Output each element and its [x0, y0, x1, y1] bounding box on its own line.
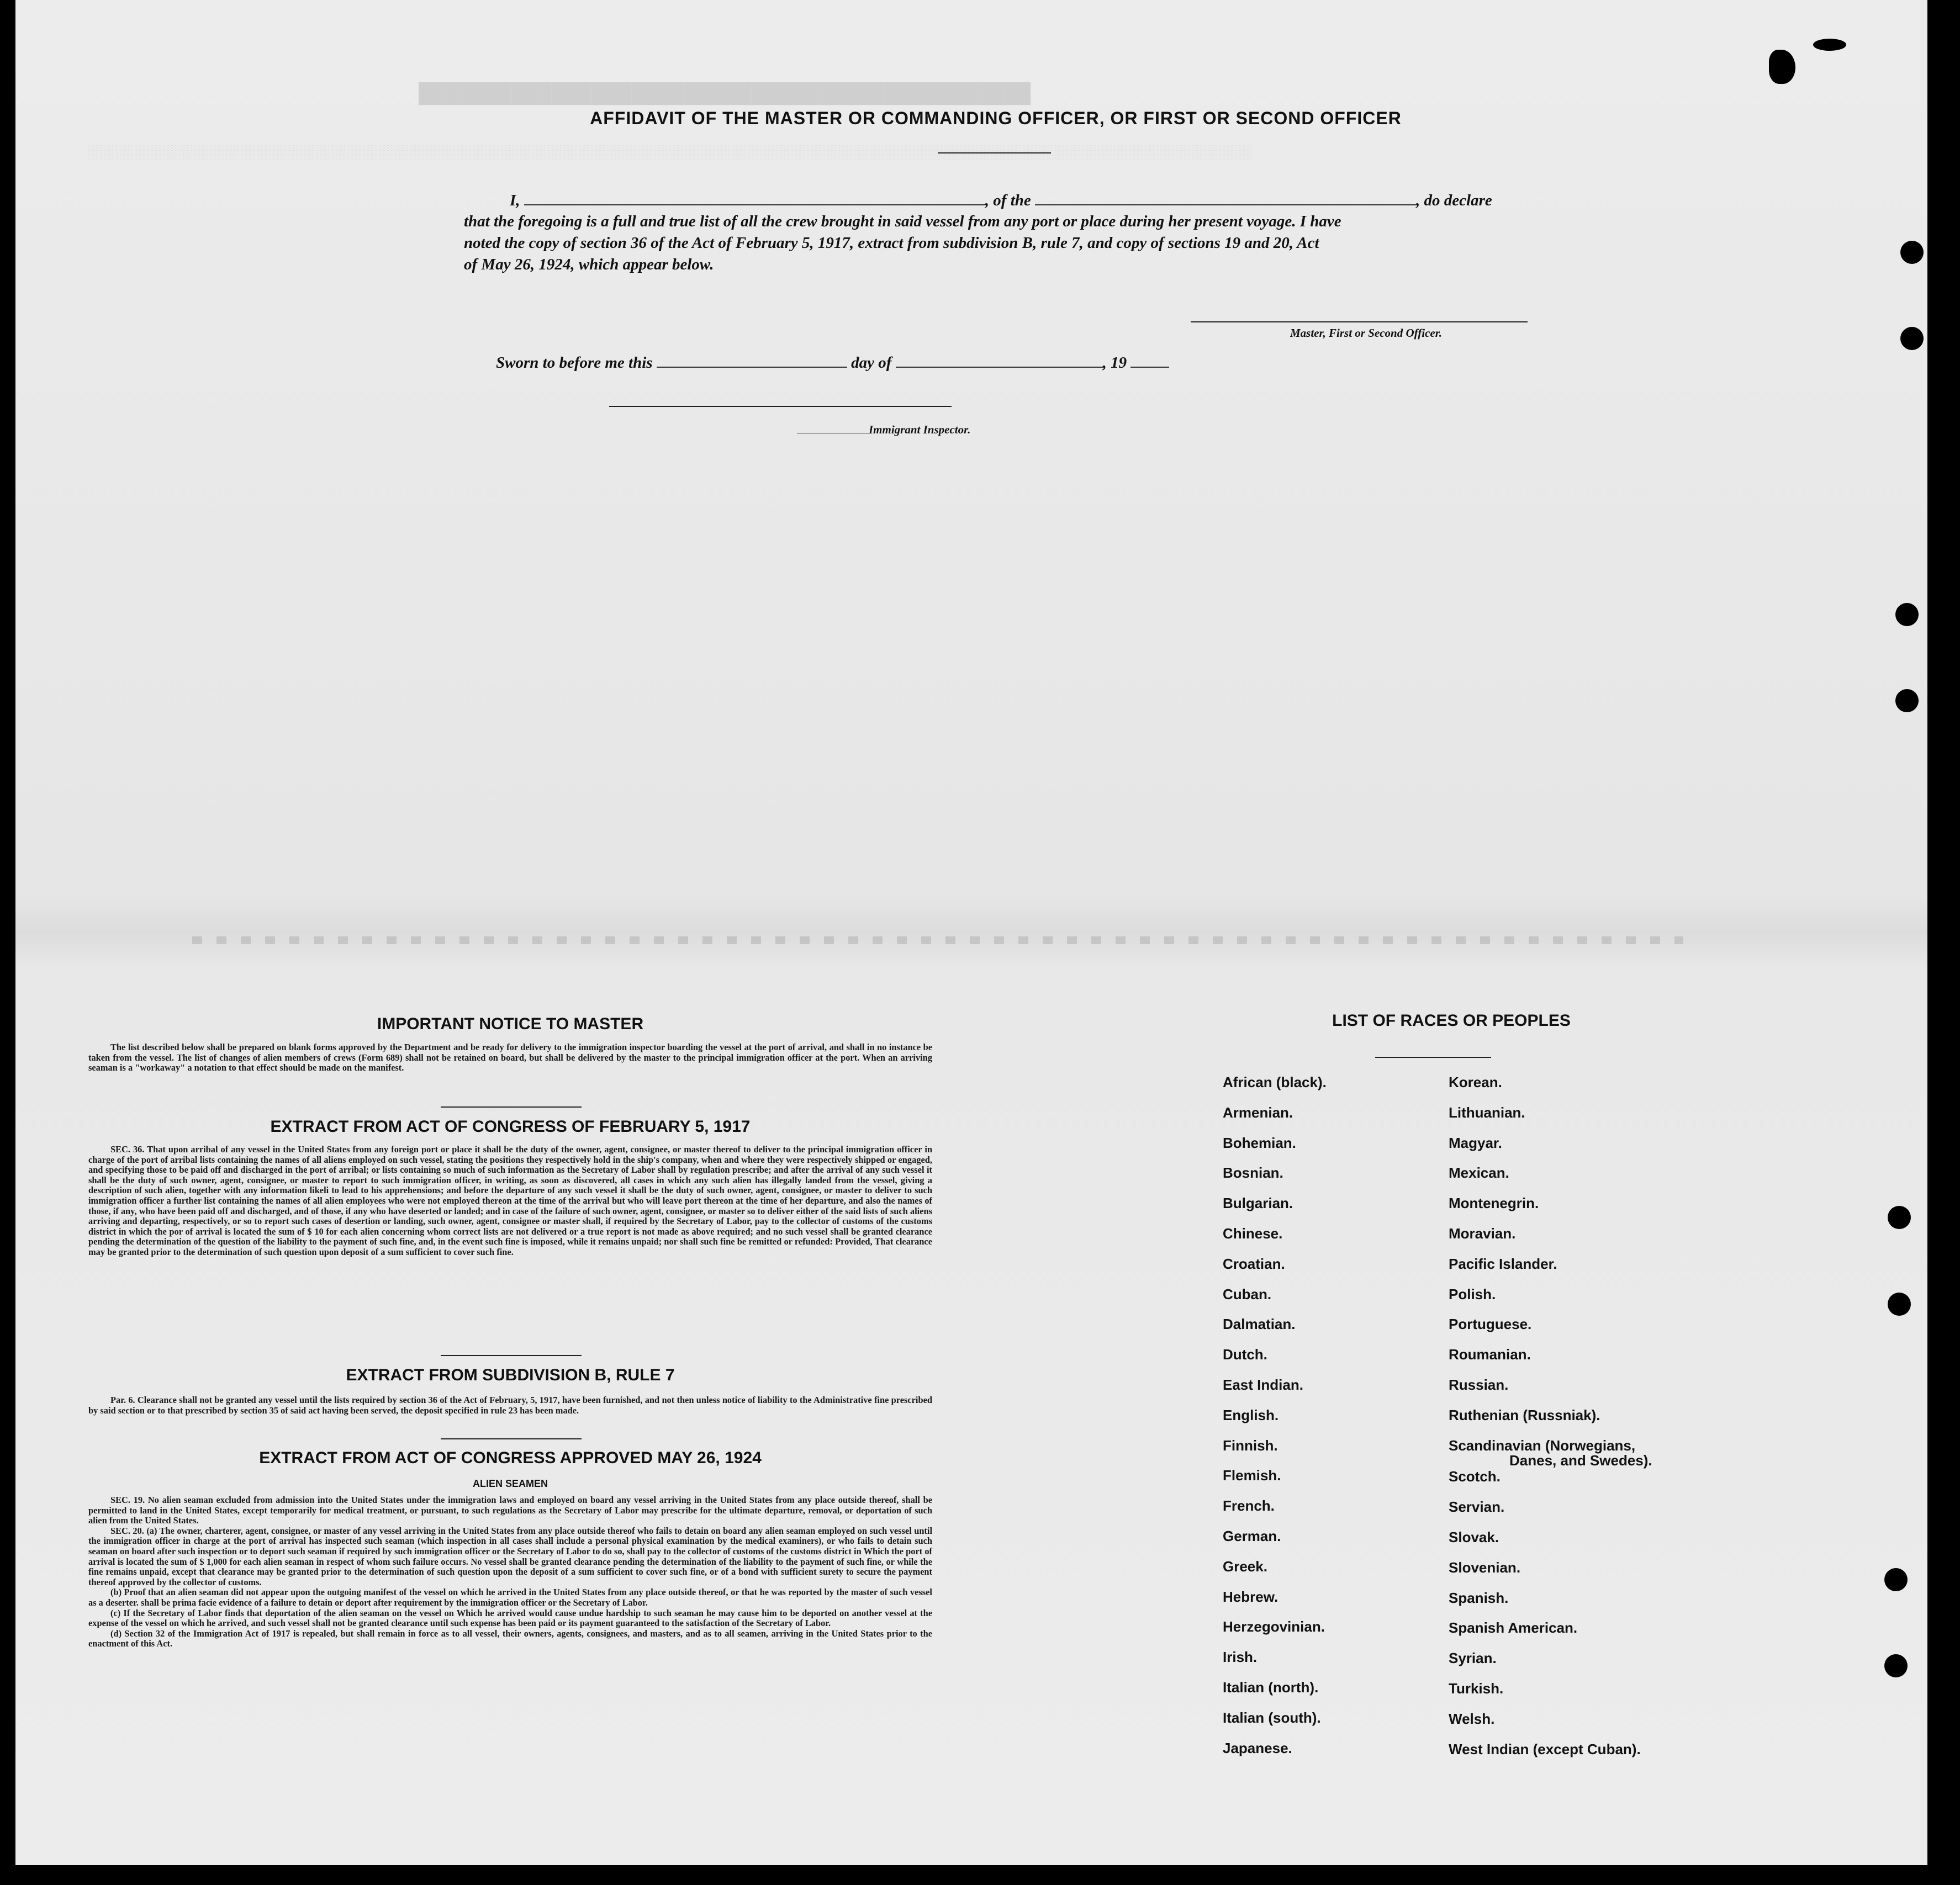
- race-item: African (black).: [1223, 1074, 1327, 1090]
- punch-hole: [1888, 1206, 1911, 1229]
- show-through-text: ░░░░░░░░░░░░░░░░░░░░░░░░░░░░░░░░░░░░░░░░░░░░░░░░░░░░░░░░░░░░░░░░░░░░░░░░░░░░░░░░░░░░░░░░░░░░░░░░░░░░░░░░░░░░░░░░░░░░░░░░░░░░: [87, 145, 1252, 160]
- race-item: Chinese.: [1223, 1225, 1283, 1242]
- sworn-month-blank[interactable]: [896, 354, 1103, 368]
- inspector-blank[interactable]: [797, 426, 869, 433]
- race-item-continuation: Danes, and Swedes).: [1509, 1452, 1652, 1469]
- sworn-prefix: Sworn to before me this: [496, 354, 653, 372]
- race-item: French.: [1223, 1497, 1275, 1515]
- inspector-label: Immigrant Inspector.: [869, 423, 971, 436]
- race-item: Slovak.: [1449, 1529, 1499, 1545]
- sec-20d-paragraph: (d) Section 32 of the Immigration Act of 1917 is repealed, but shall remain in force as to all vessel, their owners, agents, consignees, and masters, and as to all seamen, arriving in the United States prior to the enactment of this Act.: [88, 1628, 932, 1649]
- race-item: Russian.: [1449, 1376, 1509, 1393]
- punch-hole: [1900, 241, 1924, 264]
- affidavit-i: I,: [510, 192, 520, 209]
- torn-corner: [1769, 50, 1795, 84]
- divider: [938, 152, 1051, 153]
- affidavit-line-4: of May 26, 1924, which appear below.: [464, 256, 714, 273]
- signature-label: Master, First or Second Officer.: [1290, 326, 1442, 340]
- race-item: English.: [1223, 1406, 1279, 1423]
- affidavit-title: AFFIDAVIT OF THE MASTER OR COMMANDING OFFICER, OR FIRST OR SECOND OFFICER: [590, 108, 1402, 128]
- race-item: Mexican.: [1449, 1164, 1509, 1182]
- extract-rule7-title: EXTRACT FROM SUBDIVISION B, RULE 7: [346, 1366, 675, 1384]
- divider: [1375, 1057, 1491, 1058]
- affidavit-declare: , do declare: [1416, 192, 1492, 209]
- punch-hole: [1884, 1568, 1908, 1591]
- sworn-day-label: day of: [851, 354, 892, 372]
- race-item: Scandinavian (Norwegians,: [1449, 1437, 1636, 1454]
- race-item: Syrian.: [1449, 1650, 1497, 1667]
- race-item: West Indian (except Cuban).: [1449, 1740, 1641, 1757]
- sec-19-paragraph: SEC. 19. No alien seaman excluded from admission into the United States under the immigration laws and employed on board any vessel arriving in the United States from any place outside thereof, shall be permitted to land in the United States, except temporarily for medical treatment, or pursuant, to such regulations as the Secretary of Labor may prescribe for the ultimate departure, removal, or deportation of such alien from the United States.: [88, 1495, 932, 1526]
- sworn-line: [496, 354, 1169, 372]
- race-item: Croatian.: [1223, 1255, 1285, 1272]
- notice-paragraph: The list described below shall be prepared on blank forms approved by the Department and be ready for delivery to the immigration inspector boarding the vessel at the port of arrival, and shall in no instance be taken from the vessel. The list of changes of alien members of crews (Form 689) shall not be retained on board, but shall be delivered by the master to the principal immigration officer at the port. When an arriving seaman is a "workaway" a notation to that effect should be made on the manifest.: [88, 1042, 932, 1073]
- inspector-signature-line[interactable]: [609, 406, 952, 407]
- race-item: East Indian.: [1223, 1376, 1303, 1393]
- punch-hole: [1895, 603, 1919, 626]
- extract-1924-subtitle: ALIEN SEAMEN: [472, 1478, 548, 1489]
- race-item: Spanish.: [1449, 1589, 1509, 1606]
- affidavit-line-2: that the foregoing is a full and true list of all the crew brought in said vessel from any port or place during her present voyage. I have: [464, 213, 1341, 230]
- notice-title: IMPORTANT NOTICE TO MASTER: [377, 1015, 644, 1033]
- race-item: Spanish American.: [1449, 1619, 1578, 1637]
- race-item: Bohemian.: [1223, 1134, 1296, 1151]
- show-through-text: ██████████████████████████████████████████████: [419, 83, 1031, 104]
- fold-crease: [192, 936, 1683, 944]
- document-page: [15, 0, 1927, 1865]
- divider: [441, 1106, 582, 1108]
- race-item: Pacific Islander.: [1449, 1255, 1557, 1272]
- race-item: Greek.: [1223, 1558, 1267, 1575]
- punch-hole: [1884, 1654, 1908, 1677]
- extract-rule7-text: [88, 1395, 932, 1416]
- race-item: Welsh.: [1449, 1710, 1495, 1727]
- affidavit-line-3: noted the copy of section 36 of the Act of February 5, 1917, extract from subdivision B, rule 7, and copy of sections 19 and 20, Act: [464, 234, 1319, 252]
- race-item: Scotch.: [1449, 1468, 1501, 1485]
- extract-1924-text: [88, 1495, 932, 1649]
- divider: [441, 1355, 582, 1356]
- extract-1917-title: EXTRACT FROM ACT OF CONGRESS OF FEBRUARY 5, 1917: [270, 1118, 751, 1136]
- races-title: LIST OF RACES OR PEOPLES: [1332, 1012, 1571, 1030]
- inspector-line: [797, 423, 970, 437]
- affidavit-of-the: , of the: [985, 192, 1031, 209]
- punch-hole: [1900, 327, 1924, 350]
- race-item: Ruthenian (Russniak).: [1449, 1406, 1600, 1423]
- name-blank[interactable]: [524, 192, 985, 205]
- vessel-blank[interactable]: [1035, 192, 1416, 205]
- extract-1917-text: [88, 1145, 932, 1258]
- race-item: Cuban.: [1223, 1285, 1272, 1302]
- race-item: Italian (south).: [1223, 1709, 1321, 1726]
- notice-text: [88, 1042, 932, 1073]
- race-item: Italian (north).: [1223, 1679, 1319, 1696]
- race-item: Dutch.: [1223, 1346, 1267, 1363]
- extract-1917-paragraph: SEC. 36. That upon arribal of any vessel in the United States from any foreign port or place it shall be the duty of the owner, agent, consignee, or master thereof to deliver to the principal immigration officer in charge of the port of arribal lists containing the names of all aliens employed on such vessel, stating the positions they respectively hold in the ship's company, when and where they were respectively shipped or engaged, and specifying those to be paid off and discharged in the port of arribal; or lists containing so much of such information as the Secretary of Labor shall by regulation prescribe; and after the arrival of any such vessel it shall be the duty of such owner, agent, consignee, or master to report to such immigration officer, in writing, as soon as discovered, all cases in which any such alien has illegally landed from the vessel, giving a description of such alien, together with any information likeli to lead to his apprehensions; and before the departure of any such vessel it shall be the duty of such owner, agent, consignee, or master to deliver to such immigration officer a further list containing the names of all alien employees who were not employed thereon at the time of the arrival but who will leave port thereon at the time of her departure, and also the names of those, if any, who have been paid off and discharged, and of those, if any who have deserted or landed; and in case of the failure of such owner, agent, consignee, or master so to deliver either of the said lists of such aliens arriving and departing, respectively, or so to report such cases of desertion or landing, such owner, agent, consignee or master shall, if required by the Secretary of Labor, pay to the collector of customs of the customs district in which the por of arrival is located the sum of $ 10 for each alien concerning whom correct lists are not delivered or a true report is not made as above required; and no such vessel shall be granted clearance pending the determination of the question of the liability to the payment of such fine, and, in the event such fine is imposed, while it remains unpaid; nor shall such fine be remitted or refunded: Provided, That clearance may be granted prior to the determination of such question upon deposit of a sum sufficient to cover such fine.: [88, 1144, 932, 1257]
- race-item: Moravian.: [1449, 1225, 1516, 1242]
- sworn-year-blank[interactable]: [1130, 354, 1169, 368]
- race-item: Japanese.: [1223, 1739, 1292, 1756]
- affidavit-line-1: [510, 192, 1492, 210]
- race-item: Korean.: [1449, 1074, 1502, 1090]
- sec-20a-paragraph: SEC. 20. (a) The owner, charterer, agent, consignee, or master of any vessel arriving in the United States from any place outside thereof who fails to detain on board any alien seaman employed on such vessel until the immigration officer in charge at the port of arrival has inspected such seaman (which inspection in all cases shall include a personal physical examination by the medical examiners), or who fails to detain such seaman on board after such inspection or to deport such seaman if required by such immigration officer or the Secretary of Labor to do so, shall pay to the collector of customs of the customs district in Which the port of arrival is located the sum of $ 1,000 for each alien seaman in respect of whom such failure occurs. No vessel shall be granted clearance pending the determination of the liability to the payment of such fine, or while the fine remains unpaid, except that clearance may be granted prior to the determination of such question upon the deposit of a sum sufficient to cover such fine, or of a bond with sufficient surety to secure the payment thereof approved by the collector of customs.: [88, 1525, 932, 1587]
- race-item: Bulgarian.: [1223, 1195, 1293, 1212]
- signature-line[interactable]: [1191, 321, 1528, 322]
- divider: [441, 1438, 582, 1439]
- punch-hole: [1888, 1293, 1911, 1316]
- race-item: Finnish.: [1223, 1437, 1278, 1454]
- sec-20c-paragraph: (c) If the Secretary of Labor finds that deportation of the alien seaman on the vessel on Which he arrived would cause undue hardship to such seaman he may cause him to be deported on another vessel at the expense of the vessel on which he arrived, and such vessel shall not be granted clearance until such expense has been paid or its payment guaranteed to the satisfaction of the Secretary of Labor.: [88, 1607, 932, 1629]
- race-item: Herzegovinian.: [1223, 1618, 1325, 1635]
- punch-hole: [1895, 689, 1919, 712]
- sworn-day-blank[interactable]: [657, 354, 847, 368]
- race-item: Armenian.: [1223, 1104, 1293, 1121]
- race-item: Bosnian.: [1223, 1164, 1283, 1182]
- sec-20b-paragraph: (b) Proof that an alien seaman did not appear upon the outgoing manifest of the vessel on which he arrived in the United States from any place outside thereof, or that he was reported by the master of such vessel as a deserter. shall be prima facie evidence of a failure to detain or deport after requirement by the immigration officer or the Secretary of Labor.: [88, 1587, 932, 1608]
- extract-1924-title: EXTRACT FROM ACT OF CONGRESS APPROVED MAY 26, 1924: [259, 1449, 762, 1467]
- race-item: Montenegrin.: [1449, 1195, 1539, 1212]
- race-item: Roumanian.: [1449, 1346, 1531, 1363]
- race-item: Lithuanian.: [1449, 1104, 1525, 1121]
- race-item: Hebrew.: [1223, 1588, 1279, 1605]
- race-item: Servian.: [1449, 1499, 1505, 1516]
- race-item: Flemish.: [1223, 1467, 1281, 1484]
- extract-rule7-paragraph: Par. 6. Clearance shall not be granted any vessel until the lists required by section 36 of the Act of February, 5, 1917, have been furnished, and not then unless notice of liability to the Administrative fine prescribed by said section or to that prescribed by section 35 of said act having been served, the deposit specified in rule 23 has been made.: [88, 1395, 932, 1416]
- race-item: Dalmatian.: [1223, 1316, 1296, 1333]
- race-item: Turkish.: [1449, 1680, 1504, 1697]
- race-item: Polish.: [1449, 1285, 1496, 1302]
- race-item: Irish.: [1223, 1649, 1258, 1666]
- race-item: Slovenian.: [1449, 1559, 1521, 1576]
- sworn-year-label: , 19: [1102, 354, 1127, 372]
- races-right-column: [1449, 1074, 1714, 1770]
- races-left-column: [1223, 1074, 1433, 1770]
- race-item: Portuguese.: [1449, 1316, 1532, 1333]
- torn-edge: [1813, 39, 1846, 51]
- race-item: Magyar.: [1449, 1134, 1502, 1151]
- race-item: German.: [1223, 1528, 1281, 1544]
